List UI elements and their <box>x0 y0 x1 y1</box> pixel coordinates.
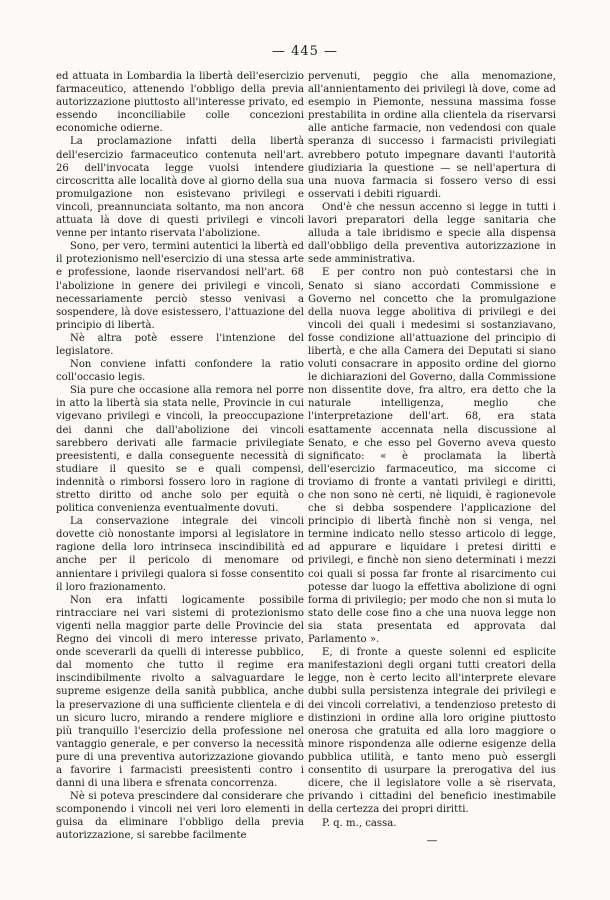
paragraph: Sono, per vero, termini autentici la libertà ed il protezionismo nell'esercizio di una stessa arte e professione, laonde riservandosi nell'art. 68 l'abolizione in genere dei privilegi e vincoli, necessariamente perciò stesso venivasi a sospendere, là dove esistessero, l'attuazione del principio di libertà. <box>56 241 304 331</box>
end-mark: — <box>426 834 438 848</box>
closing-formula: P. q. m., cassa. <box>322 818 397 830</box>
right-column <box>308 70 556 848</box>
paragraph: La conservazione integrale dei vincoli dovette ciò nonostante imporsi al legislatore in ragione della loro intrinseca inscindibilità ed anche per il pericolo di menomare od annientare i privilegi qualora si fosse consentito il loro frazionamento. <box>56 516 304 593</box>
paragraph: pervenuti, peggio che alla menomazione, all'annientamento dei privilegi là dove, come ad esempio in Piemonte, nessuna massima fosse prestabilita in ordine alla clientela da riservarsi alle antiche farmacie, non vedendosi con quale speranza di successo i farmacisti privilegiati avrebbero potuto impegnare davanti l'autorità giudiziaria la questione — se nell'apertura di una nuova farmacia si fossero verso di essi osservati i debiti riguardi. <box>308 71 556 200</box>
paragraph: Non conviene infatti confondere la ratio coll'occasio legis. <box>56 359 304 384</box>
page-number: — 445 — <box>271 44 339 59</box>
paragraph: E, di fronte a queste solenni ed esplicite manifestazioni degli organi tutti creatori della legge, non è certo lecito all'interprete elevare dubbi sulla persistenza integrale dei privilegi e dei vincoli correlativi, a tendenzioso pretesto di distinzioni in ordine alla loro origine piuttosto onerosa che gratuita ed alla loro maggiore o minore rispondenza alle odierne esigenze della pubblica utilità, e tanto meno può essergli consentito di usurpare la prerogativa del ius dicere, che il legislatore volle a sè riservata, privando i cittadini del beneficio inestimabile della certezza dei propri diritti. <box>308 647 556 816</box>
left-column <box>56 70 304 843</box>
paragraph: Nè altra potè essere l'intenzione del legislatore. <box>56 332 304 357</box>
paragraph: Sia pure che occasione alla remora nel porre in atto la libertà sia stata nelle, Provincie in cui vigevano privilegi e vincoli, la preoccupazione dei danni che dall'abolizione dei vincoli sarebbero derivati alle farmacie privilegiate preesistenti, e dalla conseguente necessità di studiare il quesito se e quali compensi, indennità o rimborsi fossero loro in ragione di stretto diritto od anche solo per equità o politica convenienza eventualmente dovuti. <box>56 385 304 515</box>
paragraph: ed attuata in Lombardia la libertà dell'esercizio farmaceutico, attenendo l'obbligo della previa autorizzazione piuttosto all'interesse privato, ed essendo inconciliabile colle concezioni economiche odierne. <box>56 71 304 135</box>
paragraph: Nè si poteva prescindere dal considerare che scomponendo i vincoli nei veri loro elementi in guisa da eliminare l'obbligo della previa autorizzazione, si sarebbe facilmente <box>56 791 304 842</box>
paragraph: La proclamazione infatti della libertà dell'esercizio farmaceutico contenuta nell'art. 26 dell'invocata legge vuolsi intendere circoscritta alle località dove al giorno della sua promulgazione non esistevano privilegi e vincoli, preannunciata soltanto, ma non ancora attuata là dove di questi privilegi e vincoli venne per intanto riservata l'abolizione. <box>56 136 304 240</box>
paragraph: Non era infatti logicamente possibile rintracciare nei vari sistemi di protezionismo vigenti nella maggior parte delle Provincie del Regno dei vincoli di mero interesse privato, onde sceverarli da quelli di interesse pubblico, dal momento che tutto il regime era inscindibilmente rivolto a salvaguardare le supreme esigenze della sanità pubblica, anche la preservazione di una sufficiente clientela e di un sicuro lucro, mirando a rendere migliore e più tranquillo l'esercizio della professione nel vantaggio generale, e per converso la necessità pure di una preventiva autorizzazione giovando a favorire i farmacisti preesistenti contro i danni di una libera e sfrenata concorrenza. <box>56 594 304 790</box>
paragraph: E per contro non può contestarsi che in Senato si siano accordati Commissione e Governo nel concetto che la promulgazione della nuova legge abolitiva di privilegi e dei vincoli dei quali i medesimi si sostanziavano, fosse condizione all'attuazione del principio di libertà, e che alla Camera dei Deputati si siano voluti consacrare in apposito ordine del giorno le dichiarazioni del Governo, dalla Commissione non dissentite dove, fra altro, era detto che la naturale intelligenza, meglio che l'interpretazione dell'art. 68, era stata esattamente accennata nella discussione al Senato, e che esso pel Governo aveva questo significato: « è proclamata la libertà dell'esercizio farmaceutico, ma siccome ci troviamo di fronte a vantati privilegi e diritti, che non sono nè certi, nè liquidi, è ragionevole che si debba sospendere l'applicazione del principio di libertà finchè non si venga, nel termine indicato nello stesso articolo di legge, ad appurare e liquidare i pretesi diritti e privilegi, e finchè non sieno determinati i mezzi coi quali si possa far fronte al risarcimento cui potesse dar luogo la effettiva abolizione di ogni forma di privilegio; per modo che non si muta lo stato delle cose fino a che una nuova legge non sia stata presentata ed approvata dal Parlamento ». <box>308 267 556 646</box>
paragraph: Ond'è che nessun accenno si legge in tutti i lavori preparatori della legge sanitaria che alluda a tale ibridismo e specie alla dispensa dall'obbligo della preventiva autorizzazione in sede amministrativa. <box>308 201 556 266</box>
